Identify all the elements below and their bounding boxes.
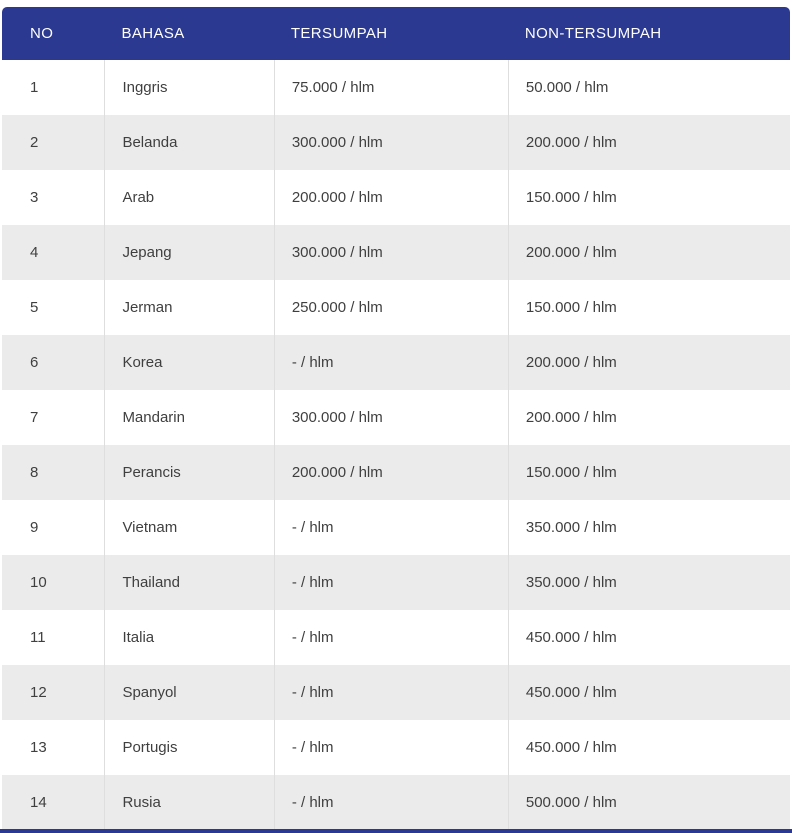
header-cell-no: NO (30, 25, 54, 42)
cell-no: 12 (30, 684, 47, 701)
table-body (2, 60, 790, 830)
header-cell-non-tersumpah: NON-TERSUMPAH (524, 25, 662, 42)
cell-no: 7 (30, 409, 39, 426)
table-row (2, 390, 790, 445)
cell-tersumpah: - / hlm (274, 610, 508, 665)
cell-no: 14 (30, 794, 47, 811)
cell-tersumpah: 250.000 / hlm (274, 280, 508, 335)
cell-tersumpah: - / hlm (274, 335, 508, 390)
table-row (2, 610, 790, 665)
table-row (2, 500, 790, 555)
cell-no: 9 (30, 519, 39, 536)
cell-tersumpah: - / hlm (274, 720, 508, 775)
table-row (2, 665, 790, 720)
cell-bahasa: Rusia (104, 775, 273, 830)
cell-non-tersumpah: 50.000 / hlm (508, 60, 790, 115)
table-header-row (2, 7, 790, 60)
cell-tersumpah: - / hlm (274, 775, 508, 830)
cell-bahasa: Portugis (104, 720, 273, 775)
cell-bahasa: Korea (104, 335, 273, 390)
cell-non-tersumpah: 200.000 / hlm (508, 115, 790, 170)
cell-bahasa: Thailand (104, 555, 273, 610)
cell-no: 13 (30, 739, 47, 756)
cell-tersumpah: 300.000 / hlm (274, 225, 508, 280)
cell-bahasa: Belanda (104, 115, 273, 170)
cell-non-tersumpah: 200.000 / hlm (508, 390, 790, 445)
table-row (2, 720, 790, 775)
header-cell-tersumpah: TERSUMPAH (290, 25, 388, 42)
price-table (2, 7, 790, 830)
cell-tersumpah: 300.000 / hlm (274, 115, 508, 170)
cell-bahasa: Vietnam (104, 500, 273, 555)
cell-non-tersumpah: 200.000 / hlm (508, 335, 790, 390)
cell-no: 4 (30, 244, 39, 261)
cell-bahasa: Jepang (104, 225, 273, 280)
cell-non-tersumpah: 450.000 / hlm (508, 720, 790, 775)
cell-non-tersumpah: 350.000 / hlm (508, 555, 790, 610)
table-row (2, 445, 790, 500)
table-bottom-border (0, 829, 792, 833)
table-row (2, 225, 790, 280)
cell-non-tersumpah: 150.000 / hlm (508, 445, 790, 500)
cell-no: 5 (30, 299, 39, 316)
cell-bahasa: Inggris (104, 60, 273, 115)
table-row (2, 335, 790, 390)
cell-tersumpah: 200.000 / hlm (274, 445, 508, 500)
cell-non-tersumpah: 200.000 / hlm (508, 225, 790, 280)
header-cell-bahasa: BAHASA (121, 25, 185, 42)
table-row (2, 60, 790, 115)
cell-tersumpah: 75.000 / hlm (274, 60, 508, 115)
cell-bahasa: Perancis (104, 445, 273, 500)
cell-no: 6 (30, 354, 39, 371)
cell-no: 3 (30, 189, 39, 206)
cell-non-tersumpah: 500.000 / hlm (508, 775, 790, 830)
cell-non-tersumpah: 350.000 / hlm (508, 500, 790, 555)
cell-bahasa: Jerman (104, 280, 273, 335)
table-row (2, 170, 790, 225)
cell-tersumpah: - / hlm (274, 555, 508, 610)
cell-bahasa: Spanyol (104, 665, 273, 720)
table-row (2, 775, 790, 830)
cell-no: 1 (30, 79, 39, 96)
cell-tersumpah: - / hlm (274, 500, 508, 555)
cell-bahasa: Mandarin (104, 390, 273, 445)
cell-non-tersumpah: 450.000 / hlm (508, 665, 790, 720)
cell-bahasa: Arab (104, 170, 273, 225)
cell-no: 10 (30, 574, 47, 591)
table-row (2, 555, 790, 610)
cell-tersumpah: - / hlm (274, 665, 508, 720)
cell-tersumpah: 200.000 / hlm (274, 170, 508, 225)
cell-non-tersumpah: 450.000 / hlm (508, 610, 790, 665)
cell-non-tersumpah: 150.000 / hlm (508, 170, 790, 225)
table-row (2, 280, 790, 335)
cell-tersumpah: 300.000 / hlm (274, 390, 508, 445)
cell-no: 11 (30, 629, 46, 646)
cell-bahasa: Italia (104, 610, 273, 665)
cell-no: 8 (30, 464, 39, 481)
cell-no: 2 (30, 134, 39, 151)
cell-non-tersumpah: 150.000 / hlm (508, 280, 790, 335)
table-row (2, 115, 790, 170)
